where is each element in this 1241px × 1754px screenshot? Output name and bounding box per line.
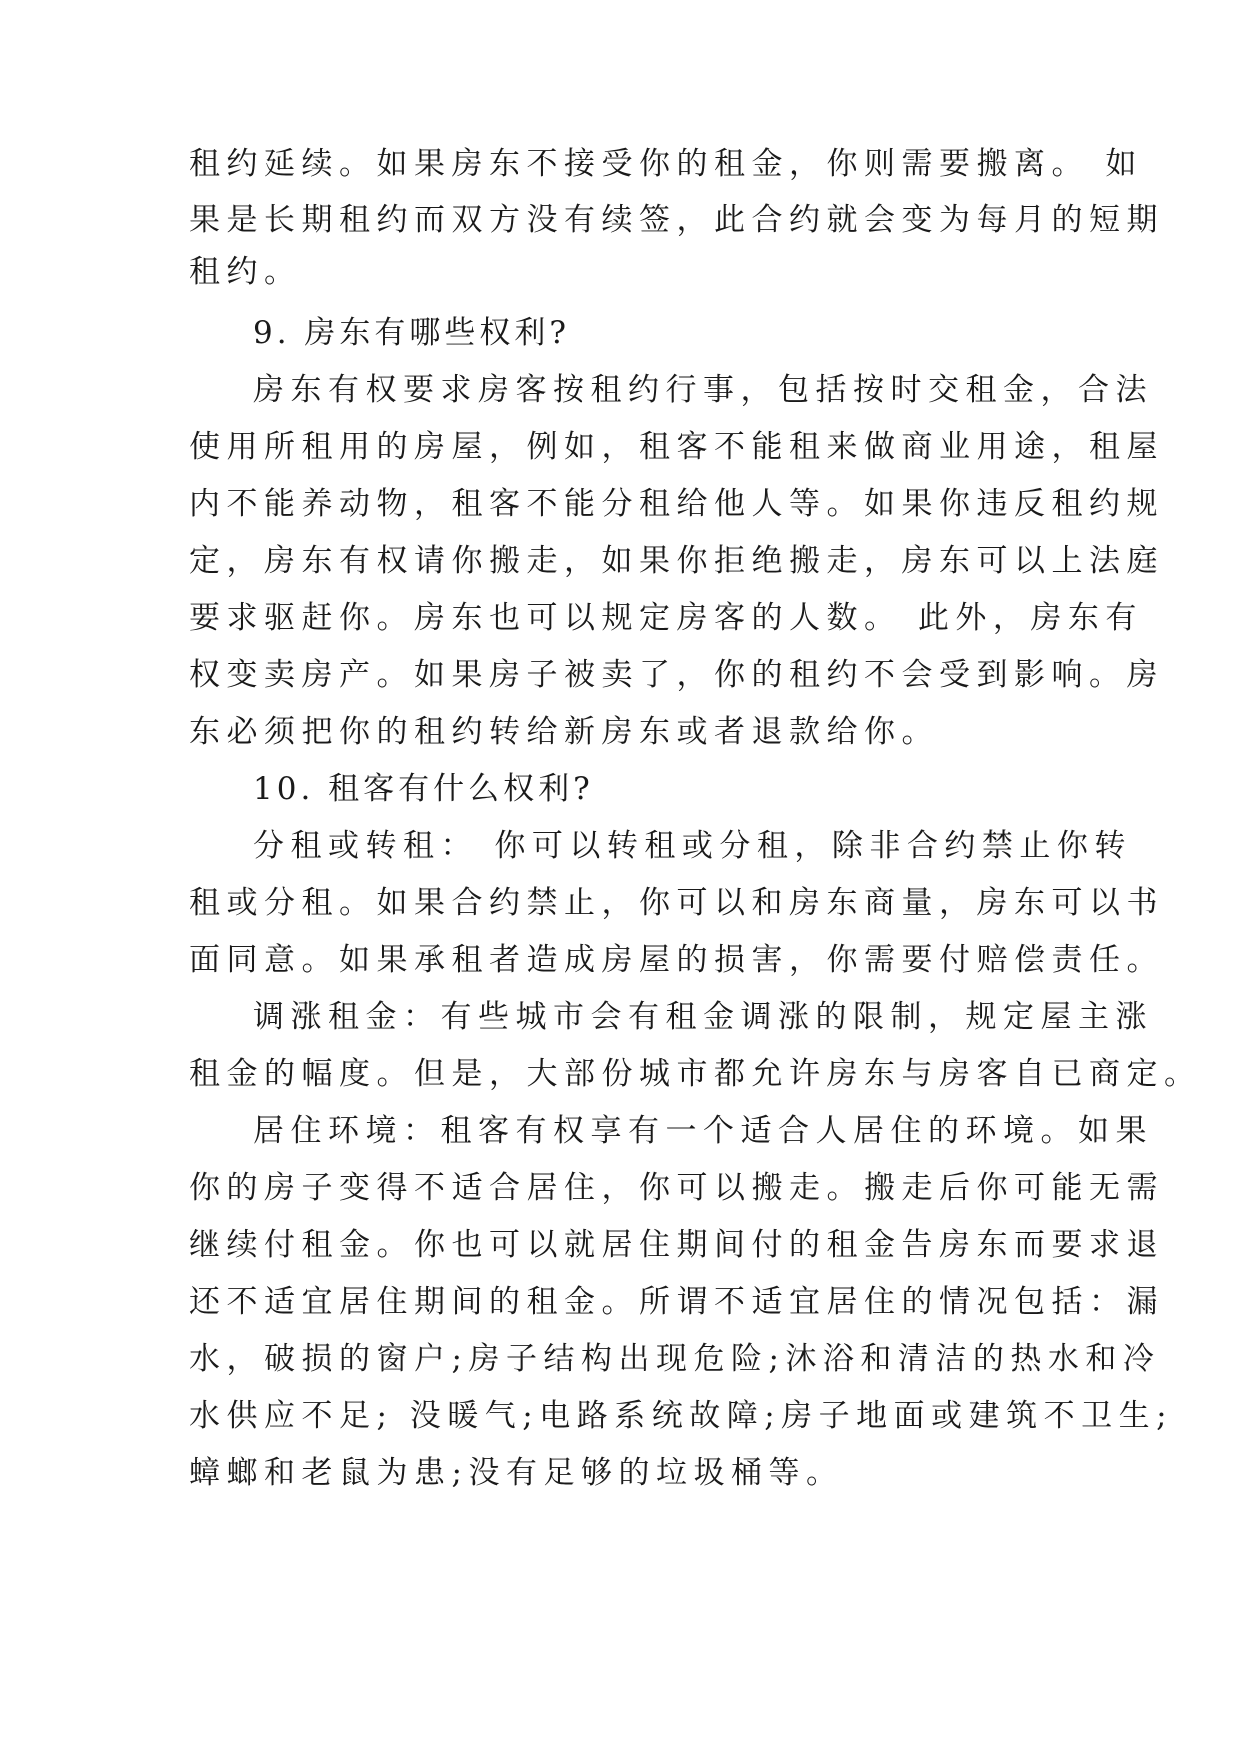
section-heading-10: 10. 租客有什么权利? [253,771,594,807]
text-line: 内不能养动物，租客不能分租给他人等。如果你违反租约规 [189,486,1164,522]
text-line: 分租或转租： 你可以转租或分租，除非合约禁止你转 [253,828,1132,864]
text-line: 租或分租。如果合约禁止，你可以和房东商量，房东可以书 [189,885,1164,921]
text-line: 水供应不足; 没暖气;电路系统故障;房子地面或建筑不卫生; [189,1398,1174,1434]
text-line: 面同意。如果承租者造成房屋的损害，你需要付赔偿责任。 [189,942,1164,978]
text-line: 东必须把你的租约转给新房东或者退款给你。 [189,714,939,750]
text-line: 定，房东有权请你搬走，如果你拒绝搬走，房东可以上法庭 [189,543,1164,579]
text-line: 租金的幅度。但是，大部份城市都允许房东与房客自已商定。 [189,1056,1202,1092]
text-line: 果是长期租约而双方没有续签，此合约就会变为每月的短期 [189,202,1164,238]
text-line: 租约延续。如果房东不接受你的租金，你则需要搬离。 如 [189,146,1143,182]
text-line: 蟑螂和老鼠为患;没有足够的垃圾桶等。 [189,1455,844,1491]
text-line: 还不适宜居住期间的租金。所谓不适宜居住的情况包括：漏 [189,1284,1164,1320]
text-line: 你的房子变得不适合居住，你可以搬走。搬走后你可能无需 [189,1170,1164,1206]
text-line: 租约。 [189,254,302,290]
section-heading-9: 9. 房东有哪些权利? [253,315,571,351]
text-line: 居住环境：租客有权享有一个适合人居住的环境。如果 [253,1113,1153,1149]
text-line: 调涨租金：有些城市会有租金调涨的限制，规定屋主涨 [253,999,1153,1035]
text-line: 使用所租用的房屋，例如，租客不能租来做商业用途，租屋 [189,429,1164,465]
text-line: 水，破损的窗户;房子结构出现危险;沐浴和清洁的热水和冷 [189,1341,1161,1377]
text-line: 继续付租金。你也可以就居住期间付的租金告房东而要求退 [189,1227,1164,1263]
text-line: 要求驱赶你。房东也可以规定房客的人数。 此外，房东有 [189,600,1143,636]
text-line: 权变卖房产。如果房子被卖了，你的租约不会受到影响。房 [189,657,1164,693]
text-line: 房东有权要求房客按租约行事，包括按时交租金，合法 [253,372,1153,408]
